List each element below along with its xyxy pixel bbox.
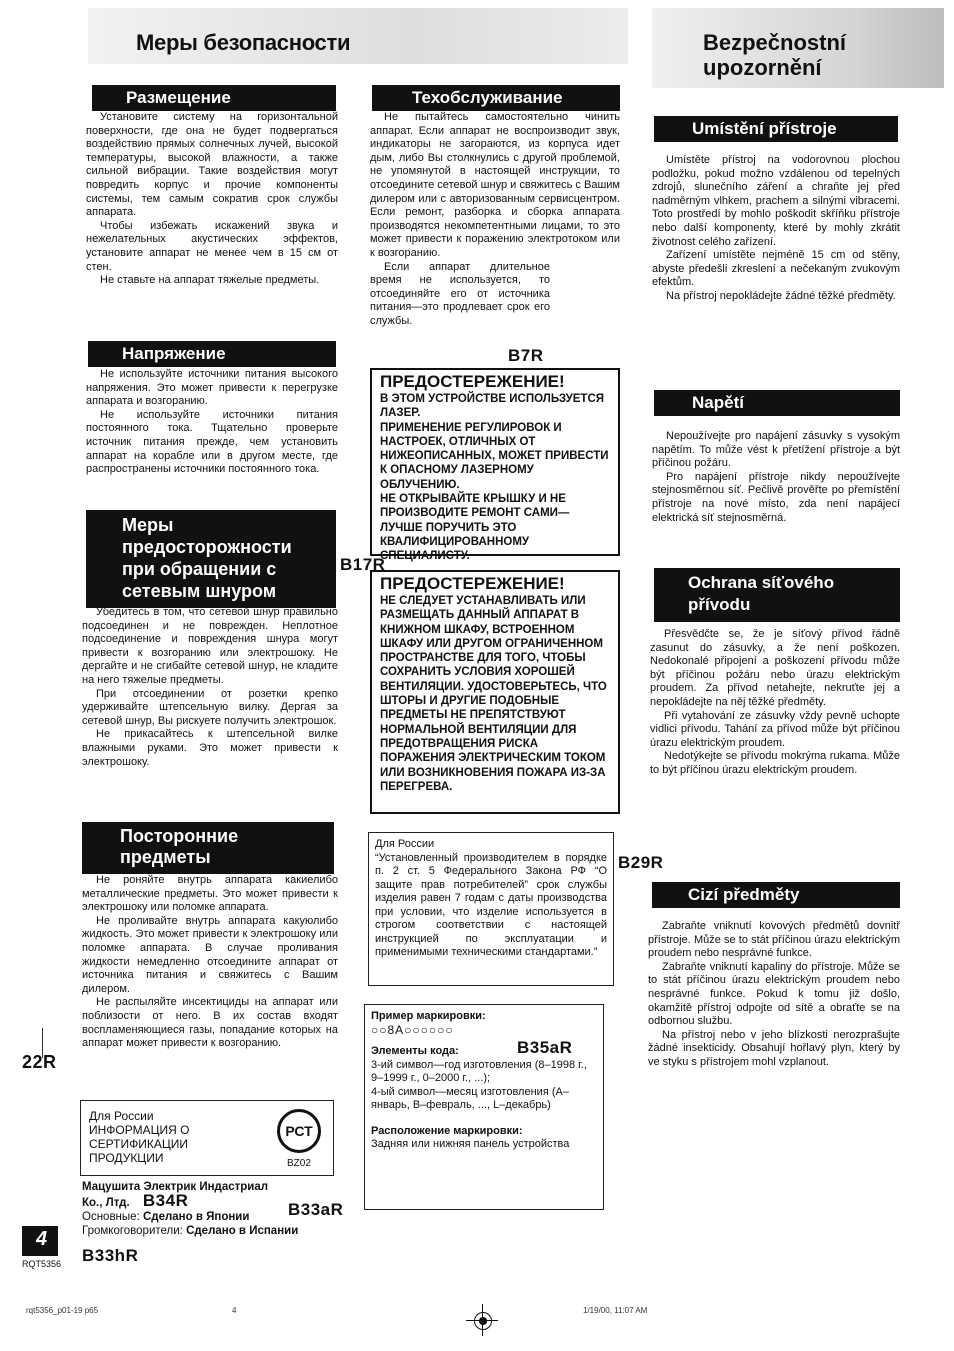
section-voltage-cz bbox=[652, 430, 900, 525]
paragraph: Zabraňte vniknutí kovových předmětů dovnitř přístroje. Může se to stát příčinou úrazu elektrickým proudem nebo nesprávné funkce. bbox=[648, 920, 900, 960]
location-text: Задняя или нижняя панель устройства bbox=[371, 1138, 570, 1150]
paragraph: Nedotýkejte se přívodu mokrýma rukama. Může to být příčinou úrazu elektrickým proudem. bbox=[650, 750, 900, 776]
marking-example-label: Пример маркировки: bbox=[371, 1010, 486, 1022]
manufacturer-speakers bbox=[82, 1224, 352, 1238]
paragraph: Установите систему на горизонтальной поверхности, где она не будет подвергаться воздействию прямых солнечных лучей, высокой температуры, высокой влажности, а также сильной вибрации. Такие воздействия могут повредить корпус и прочие компоненты системы, тем самым сократив срок службы аппарата. bbox=[86, 111, 338, 219]
page-title-cz-line1: Bezpečnostní bbox=[703, 30, 847, 55]
basic-label: Основные: bbox=[82, 1211, 140, 1223]
heading-line: Ochrana síťového bbox=[688, 573, 835, 592]
heading-foreign-ru bbox=[82, 822, 334, 874]
section-placement-cz bbox=[652, 154, 900, 304]
warning-title: ПРЕДОСТЕРЕЖЕНИЕ! bbox=[380, 372, 565, 391]
paragraph: Если аппарат длительное время не используется, то отсоединяйте его от источника питания—это продлевает срок его службы. bbox=[370, 260, 550, 327]
speakers-label: Громкоговорители: bbox=[82, 1225, 183, 1237]
warning-text: В ЭТОМ УСТРОЙСТВЕ ИСПОЛЬЗУЕТСЯ ЛАЗЕР. bbox=[380, 393, 605, 420]
paragraph: Не ставьте на аппарат тяжелые предметы. bbox=[100, 274, 320, 287]
paragraph: Не проливайте внутрь аппарата какуюлибо жидкость. Это может привести к электрошоку или поломке аппарата. В случае проливания жидкости немедленно отсоедините аппарат от источника питания и свяжитесь с Вашим дилером. bbox=[82, 914, 338, 995]
heading-line: přívodu bbox=[688, 595, 751, 614]
cert-code: BZ02 bbox=[287, 1158, 311, 1169]
heading-line: предосторожности bbox=[122, 537, 292, 557]
cert-line: Для России bbox=[89, 1109, 154, 1123]
section-foreign-cz bbox=[648, 920, 900, 1070]
tag-b33ar: B33aR bbox=[288, 1200, 344, 1219]
paragraph: Při vytahování ze zásuvky vždy pevně uchopte vidlici přívodu. Tahání za přívod může být příčinou úrazu elektrickým proudem. bbox=[650, 709, 900, 749]
paragraph: Přesvědčte se, že je síťový přívod řádně zasunut do zásuvky, a že není poškozen. Nedokonalé připojení a poškození přívodu může být příčinou požáru nebo úrazu elektrickým proudem. Za přívod netahejte, nekruťte jej a nepokládejte na něj těžké předměty. bbox=[650, 628, 900, 708]
marking-box bbox=[364, 1004, 604, 1210]
tag-b7r: B7R bbox=[508, 346, 544, 365]
cert-line: СЕРТИФИКАЦИИ bbox=[89, 1137, 188, 1151]
section-service-ru bbox=[370, 111, 620, 329]
manufacturer-name: Мацушита Электрик Индастриал bbox=[82, 1181, 269, 1193]
paragraph: Zařízení umístěte nejméně 15 cm od stěny, abyste předešli zkreslení a nečekaným zvukovým efektům. bbox=[652, 249, 900, 289]
paragraph: Не распыляйте инсектициды на аппарат или поблизости от него. В их состав входят воспламеняющиеся газы, попадание которых на аппарат может привести к возгоранию. bbox=[82, 996, 338, 1050]
heading-line: Посторонние bbox=[120, 826, 239, 846]
paragraph: Убедитесь в том, что сетевой шнур правильно подсоединен и не поврежден. Неплотное подсоединение и повреждения шнура могут привести к возгоранию или электрошоку. Не дергайте и не сгибайте сетевой шнур, не кладите на него тяжелые предметы. bbox=[82, 606, 338, 686]
warning-text: НЕ ОТКРЫВАЙТЕ КРЫШКУ И НЕ ПРОИЗВОДИТЕ РЕМОНТ САМИ—ЛУЧШЕ ПОРУЧИТЬ ЭТО КВАЛИФИЦИРОВАННОМУ СПЕЦИАЛИСТУ. bbox=[380, 493, 570, 563]
basic-value: Сделано в Японии bbox=[142, 1211, 250, 1223]
cert-box bbox=[80, 1100, 334, 1176]
warning-title: ПРЕДОСТЕРЕЖЕНИЕ! bbox=[380, 574, 565, 593]
paragraph: Na přístroj nepokládejte žádné těžké předměty. bbox=[666, 289, 896, 302]
footer-date: 1/19/00, 11:07 AM bbox=[583, 1306, 648, 1315]
paragraph: Pro napájení přístroje nikdy nepoužívejte stejnosměrnou síť. Pečlivě prověřte po přemístění přístroje na nové místo, zda není napájecí elektrická síť stejnosměrná. bbox=[652, 470, 900, 524]
manufacturer-company: Ко., Лтд. bbox=[82, 1197, 130, 1209]
gost-mark-icon: РСТ bbox=[277, 1109, 321, 1153]
page-title-ru: Меры безопасности bbox=[136, 30, 351, 55]
heading-foreign-cz: Cizí předměty bbox=[652, 882, 900, 908]
paragraph: При отсоединении от розетки крепко удерживайте штепсельную вилку. Дергая за сетевой шнур, Вы рискуете получить электрошок. bbox=[82, 687, 338, 727]
speakers-value: Сделано в Испании bbox=[186, 1225, 299, 1237]
page-title-cz bbox=[703, 30, 846, 80]
paragraph: Не пытайтесь самостоятельно чинить аппарат. Если аппарат не воспроизводит звук, индикаторы не загораются, из корпуса идет дым, либо Вы столкнулись с другой проблемой, не упомянутой в настоящей инструкции, то отсоедините сетевой шнур и свяжитесь с Вашим дилером или с авторизованным сервисцентром. Если ремонт, разборка и сборка аппарата производятся некомпетентными лицами, то это может привести к поражению электротоком или к возгоранию. bbox=[370, 111, 620, 259]
registration-crosshair-v bbox=[482, 1304, 483, 1336]
section-foreign-ru bbox=[82, 874, 338, 1051]
heading-line: предметы bbox=[120, 847, 211, 867]
heading-service-ru: Техобслуживание bbox=[372, 85, 620, 111]
heading-cord-ru bbox=[86, 510, 336, 608]
section-placement-ru bbox=[86, 111, 338, 288]
warning-ventilation bbox=[370, 570, 620, 814]
heading-placement-cz: Umístění přístroje bbox=[654, 116, 898, 142]
section-voltage-ru bbox=[86, 368, 338, 477]
tag-b29r: B29R bbox=[618, 853, 664, 872]
location-label: Расположение маркировки: bbox=[371, 1124, 523, 1137]
paragraph: Чтобы избежать искажений звука и нежелательных акустических эффектов, установите аппарат не менее чем в 15 см от стен. bbox=[86, 219, 338, 273]
marking-example-value: ○○8A○○○○○○ bbox=[371, 1022, 454, 1037]
heading-line: Меры bbox=[122, 515, 174, 535]
heading-cord-cz bbox=[654, 568, 900, 622]
cert-line: ПРОДУКЦИИ bbox=[89, 1151, 164, 1165]
page-number: 4 bbox=[36, 1228, 48, 1250]
page-title-cz-line2: upozornění bbox=[703, 55, 822, 80]
russia-service-life-box bbox=[368, 832, 614, 986]
tag-b17r: B17R bbox=[340, 555, 386, 574]
section-cord-ru bbox=[82, 606, 338, 769]
warning-laser bbox=[370, 368, 620, 563]
elements-text: 4-ый символ—месяц изготовления (А–январь, В–февраль, ..., L–декабрь) bbox=[371, 1085, 569, 1111]
bracket-mark bbox=[32, 1028, 43, 1058]
tag-b34r: B34R bbox=[142, 1191, 189, 1210]
tag-b35ar: B35aR bbox=[517, 1038, 573, 1057]
footer-page: 4 bbox=[232, 1306, 237, 1315]
box-title: Для России bbox=[375, 838, 435, 850]
paragraph: Не используйте источники питания высокого напряжения. Это может привести к перегрузке аппарата и возгоранию. bbox=[86, 368, 338, 408]
heading-line: сетевым шнуром bbox=[122, 581, 277, 601]
heading-line: при обращении с bbox=[122, 559, 277, 579]
heading-placement-ru: Размещение bbox=[92, 85, 336, 111]
heading-voltage-cz: Napětí bbox=[654, 390, 900, 416]
tag-b33hr: B33hR bbox=[82, 1246, 139, 1265]
paragraph: Не используйте источники питания постоянного тока. Тщательно проверьте источник питания прежде, чем установить аппарат на корабле или в другом месте, где распространены источники постоянного тока. bbox=[86, 408, 338, 476]
doc-code: RQT5356 bbox=[22, 1259, 62, 1269]
tag-22r: 22R bbox=[22, 1052, 57, 1072]
heading-voltage-ru: Напряжение bbox=[88, 341, 336, 367]
section-cord-cz bbox=[650, 628, 900, 778]
paragraph: Umístěte přístroj na vodorovnou plochou podložku, pokud možno vzdálenou od tepelných zdrojů, slunečního záření a chraňte jej před nadměrným vlhkem, prachem a silnými vibracemi. Toto prostředí by mohlo poškodit skříňku přístroje nebo další komponenty, které by mohly zkrátit životnost celého zařízení. bbox=[652, 154, 900, 248]
elements-label: Элементы кода: bbox=[371, 1045, 459, 1057]
paragraph: Не роняйте внутрь аппарата какиелибо металлические предметы. Это может привести к электрошоку или поломке аппарата. bbox=[82, 874, 338, 914]
elements-text: 3-ий символ—год изготовления (8–1998 г., 9–1999 г., 0–2000 г., ...); bbox=[371, 1058, 587, 1084]
paragraph: Nepoužívejte pro napájení zásuvky s vysokým napětím. To může vést k přetížení přístroje a být příčinou požáru. bbox=[652, 430, 900, 470]
warning-text: НЕ СЛЕДУЕТ УСТАНАВЛИВАТЬ ИЛИ РАЗМЕЩАТЬ ДАННЫЙ АППАРАТ В КНИЖНОМ ШКАФУ, ВСТРОЕННОМ ШКАФУ ИЛИ ДРУГОМ ОГРАНИЧЕННОМ ПРОСТРАНСТВЕ ДЛЯ ТОГО, ЧТОБЫ СОХРАНИТЬ УСЛОВИЯ ХОРОШЕЙ ВЕНТИЛЯЦИИ. УДОСТОВЕРЬТЕСЬ, ЧТО ШТОРЫ И ДРУГИЕ ПОДОБНЫЕ ПРЕДМЕТЫ НЕ ПРЕПЯТСТВУЮТ НОРМАЛЬНОЙ ВЕНТИЛЯЦИИ ДЛЯ ПРЕДОТВРАЩЕНИЯ РИСКА ПОРАЖЕНИЯ ЭЛЕКТРИЧЕСКИМ ТОКОМ ИЛИ ВОЗНИКНОВЕНИЯ ПОЖАРА ИЗ-ЗА ПЕРЕГРЕВА. bbox=[380, 595, 607, 793]
box-text: “Установленный производителем в порядке п. 2 ст. 5 Федерального Закона РФ “О защите прав потребителей” срок службы изделия равен 7 годам с даты производства при условии, что изделие используется в строгом соответствии с настоящей инструкцией по эксплуатации и применимыми техническими стандартами.” bbox=[375, 851, 607, 958]
paragraph: Na přístroj nebo v jeho blízkosti nerozprašujte žádné insekticidy. Obsahují hořlavý plyn, který by ve styku s přístrojem mohl vzplanout. bbox=[648, 1028, 900, 1068]
footer-file: rqt5356_p01-19 p65 bbox=[26, 1306, 99, 1315]
warning-text: ПРИМЕНЕНИЕ РЕГУЛИРОВОК И НАСТРОЕК, ОТЛИЧНЫХ ОТ НИЖЕОПИСАННЫХ, МОЖЕТ ПРИВЕСТИ К ОПАСНОМУ ЛАЗЕРНОМУ ОБЛУЧЕНИЮ. bbox=[380, 421, 609, 491]
paragraph: Не прикасайтесь к штепсельной вилке влажными руками. Это может привести к электрошоку. bbox=[82, 728, 338, 768]
paragraph: Zabraňte vniknutí kapaliny do přístroje. Může se to stát příčinou úrazu elektrickým proudem nebo nesprávné funkce. Pokud k tomu již došlo, okamžitě přístroj odpojte od sítě a obraťte se na odbornou službu. bbox=[648, 960, 900, 1028]
cert-line: ИНФОРМАЦИЯ О bbox=[89, 1123, 190, 1137]
registration-mark-icon bbox=[474, 1312, 492, 1330]
